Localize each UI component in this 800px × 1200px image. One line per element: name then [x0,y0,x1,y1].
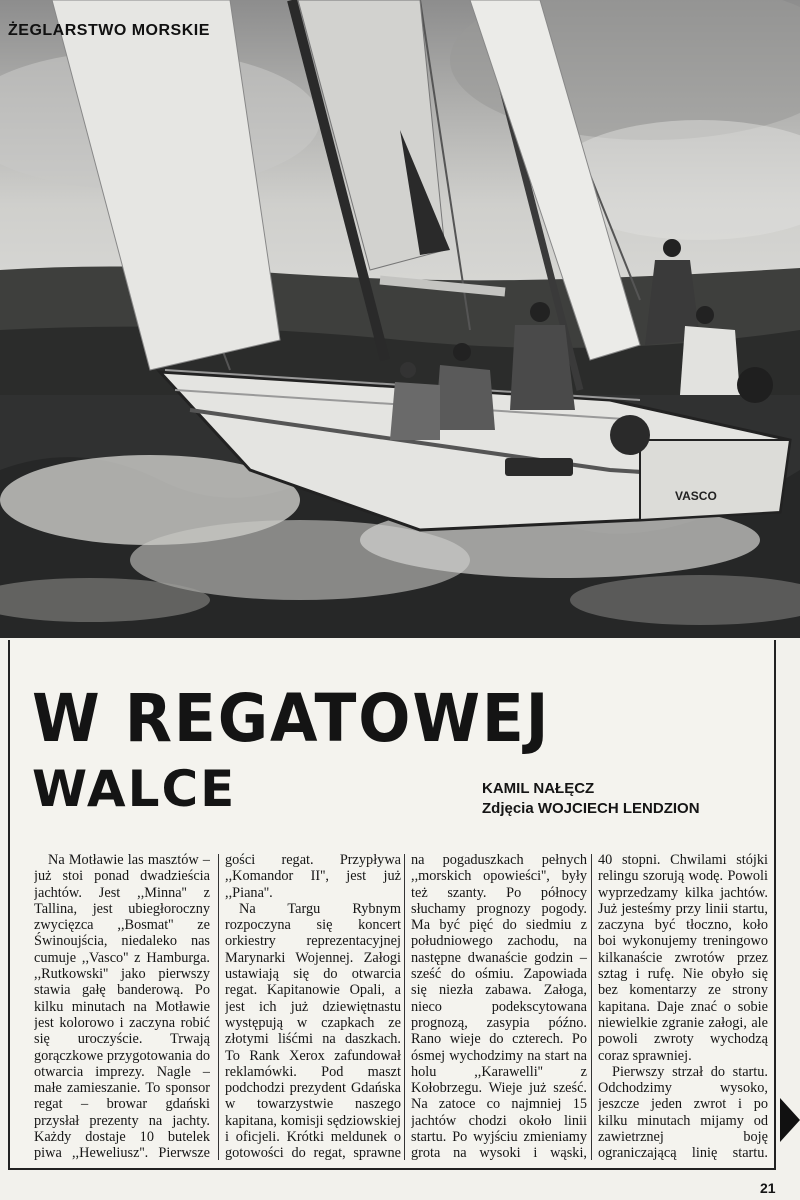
boat-name-label: VASCO [675,489,717,503]
photo-credit: Zdjęcia WOJCIECH LENDZION [482,800,700,817]
text-column-3 [411,852,587,1162]
page-number: 21 [760,1180,776,1196]
article-title-line2: WALCE [32,760,237,818]
paragraph: Pierwszy strzał do startu. Odchodzimy wysoko, jeszcze jeden zwrot i po kilku minutach mijamy od zawietrznej boję ograniczającą linię startu. [598,1063,768,1162]
column-divider [404,854,405,1160]
article-frame [8,640,776,1170]
paragraph: gości regat. Przypływa ,,Komandor II'', jest już ,,Piana''. [225,852,401,901]
paragraph: Na Motławie las masztów – już stoi ponad dwadzieścia jachtów. Jest ,,Minna'' z Tallina, jest ubiegłoroczny zwycięzca ,,Bosmat'' ze Świnoujścia, niedaleko nas cumuje ,,Vasco'' z Hamburga. ,,Rutkowski'' jako pierwszy stawia gałę banderową. Po kilku minutach na Motławie jest kolorowo i zaczyna robić się uroczyście. Trwają gorączkowe przygotowania do otwarcia imprezy. Nagle – małe zamieszanie. To sponsor regat – browar gdański przysłał prezenty na jachty. Każdy dostaje 10 butelek piwa ,,Heweliusz''. Pierwsze [34,852,210,1162]
paragraph: Na Targu Rybnym rozpoczyna się koncert orkiestry reprezentacyjnej Marynarki Wojennej. Załogi ustawiają się do otwarcia regat. Kapitanowie Opali, a jest ich już dziewiętnastu występują w czapkach ze złotymi liśćmi na daszkach. To Rank Xerox zafundował reklamówki. Pod maszt podchodzi prezydent Gdańska w towarzystwie naszego kapitana, komisji sędziowskiej i oficjeli. Krótki meldunek o gotowości do regat, sprawne [225,900,401,1162]
column-divider [591,854,592,1160]
paragraph: na pogaduszkach pełnych ,,morskich opowieści'', były też szanty. Po północy słuchamy prognozy pogody. Ma być pięć do siedmiu z południowego zachodu, na następne dwanaście godzin – sześć do ośmiu. Zapowiada się niezła zabawa. Załoga, nieco podekscytowana prognozą, zasypia późno. Rano wieje do czterech. Po ósmej wychodzimy na start na holu ,,Karawelli'' z Kołobrzegu. Wieje już sześć. Na zatoce co najmniej 15 jachtów chodzi około linii startu. Po wyjściu zmieniamy grota na wysoki i wąski, [411,852,587,1162]
continue-arrow-icon [780,1098,800,1142]
article-title: W REGATOWEJ [32,680,551,757]
column-divider [218,854,219,1160]
text-column-1 [34,852,210,1162]
article-body [22,852,774,1162]
paragraph: 40 stopni. Chwilami stójki relingu szorują wodę. Powoli wyprzedzamy kilka jachtów. Już jesteśmy przy linii startu, zaczyna być tłoczno, koło boi wykonujemy treningowo kilkanaście zwrotów przez sztag i rufę. Nie obyło się bez komentarzy ze strony kapitana. Daje znać o sobie niewielkie zgranie załogi, ale powoli zwroty wychodzą coraz sprawniej. [598,852,768,1064]
author-byline: KAMIL NAŁĘCZ [482,780,595,797]
section-label: ŻEGLARSTWO MORSKIE [8,22,210,39]
text-column-2 [225,852,401,1162]
text-column-4 [598,852,768,1162]
